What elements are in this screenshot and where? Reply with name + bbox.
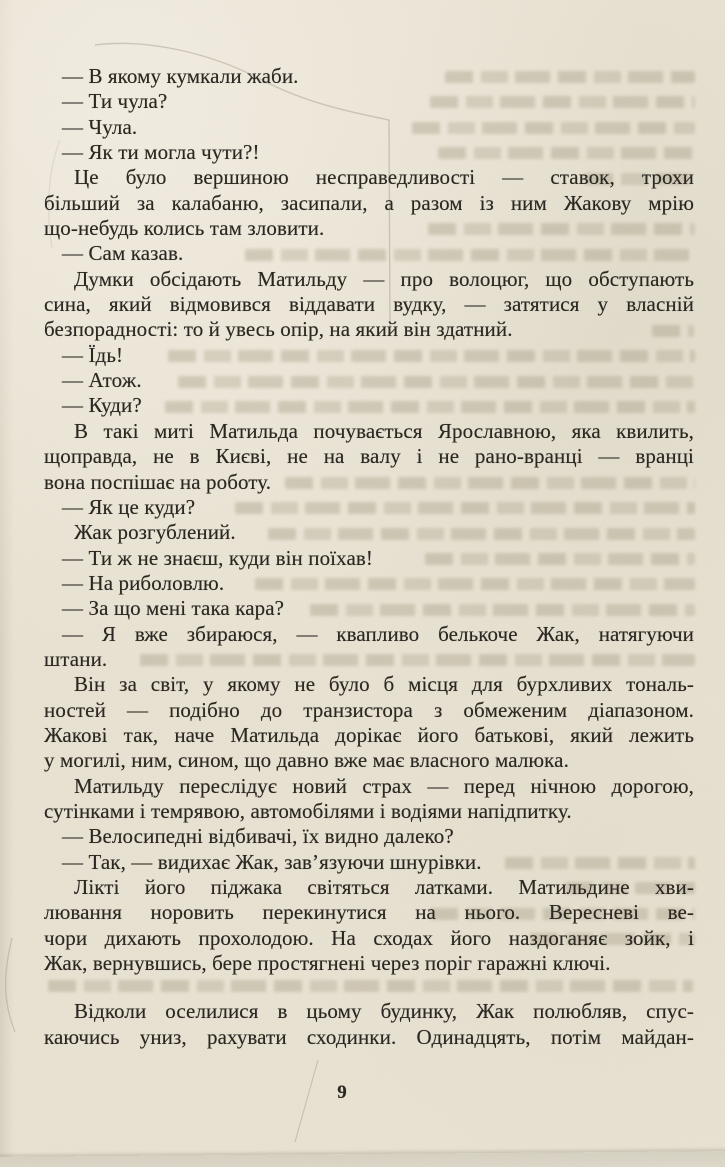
text-line: — Сам казав. — [62, 241, 184, 266]
text-line: — На риболовлю. — [62, 570, 225, 595]
page-bottom-edge — [0, 1151, 725, 1167]
text-line: сина, який відмовився віддавати вудку, — затятися у власній — [44, 292, 694, 317]
text-line: Він за світ, у якому не було б місця для бурхливих тональ- — [74, 672, 694, 697]
text-line: Це було вершиною несправедливості — ставок, трохи — [74, 165, 694, 190]
text-line: чори дихають прохолодою. На сходах його наздоганяє зойк, і — [44, 925, 694, 950]
text-line: — Ти ж не знаєш, куди він поїхав! — [62, 545, 373, 570]
text-line: Лікті його піджака світяться латками. Матильдине хви- — [74, 875, 694, 899]
text-line: ностей — подібно до транзистора з обмеженим діапазоном. — [44, 697, 694, 722]
text-line: вона поспішає на роботу. — [44, 469, 272, 494]
text-line: — Їдь! — [62, 342, 124, 367]
text-line: каючись униз, рахувати сходинки. Одинадцять, потім майдан- — [44, 1024, 694, 1049]
text-line: більший за калабаню, засипали, а разом із ним Жакову мрію — [44, 190, 694, 215]
text-line: Відколи оселилися в цьому будинку, Жак полюбляв, спус- — [74, 999, 694, 1024]
text-line: штани. — [44, 646, 108, 671]
text-line: — Я вже збираюся, — квапливо белькоче Жак, натягуючи — [62, 621, 694, 646]
text-line: — В якому кумкали жаби. — [62, 64, 299, 88]
text-line: — Як ти могла чути?! — [62, 140, 260, 165]
text-line: що-небудь колись там зловити. — [44, 216, 325, 241]
page-text — [44, 64, 694, 1050]
text-line: — Чула. — [62, 114, 138, 139]
page-number: 9 — [337, 1082, 347, 1103]
text-line: щоправда, не в Києві, не на валу і не рано-вранці — вранці — [44, 444, 694, 469]
text-line: В такі миті Матильда почувається Ярославною, яка квилить, — [74, 418, 694, 443]
text-line: Думки обсідають Матильду — про волоцюг, що обступають — [74, 266, 694, 291]
text-line: — Куди? — [62, 393, 142, 418]
text-line: — За що мені така кара? — [62, 596, 285, 621]
text-line: — Як це куди? — [62, 494, 196, 519]
text-line: Матильду переслідує новий страх — перед нічною дорогою, — [74, 773, 694, 798]
text-line: Жакові так, наче Матильда дорікає його батькові, який лежить — [44, 722, 694, 747]
text-line: у могилі, ним, сином, що давно вже має власного малюка. — [44, 748, 569, 773]
text-line: Жак розгублений. — [74, 520, 236, 545]
text-line: — Ти чула? — [62, 89, 168, 114]
text-line: лювання норовить перекинутися на нього. Вересневі ве- — [44, 900, 694, 925]
text-line: — Атож. — [62, 368, 142, 393]
text-line: — Так, — видихає Жак, зав’язуючи шнурівки. — [62, 849, 482, 874]
text-line: сутінками і темрявою, автомобілями і водіями напідпитку. — [44, 798, 572, 823]
text-line: — Велосипедні відбивачі, їх видно далеко? — [62, 824, 454, 849]
text-line: безпорадності: то й увесь опір, на який він здатний. — [44, 317, 513, 342]
text-line: Жак, вернувшись, бере простягнені через поріг гаражні ключі. — [44, 951, 611, 976]
